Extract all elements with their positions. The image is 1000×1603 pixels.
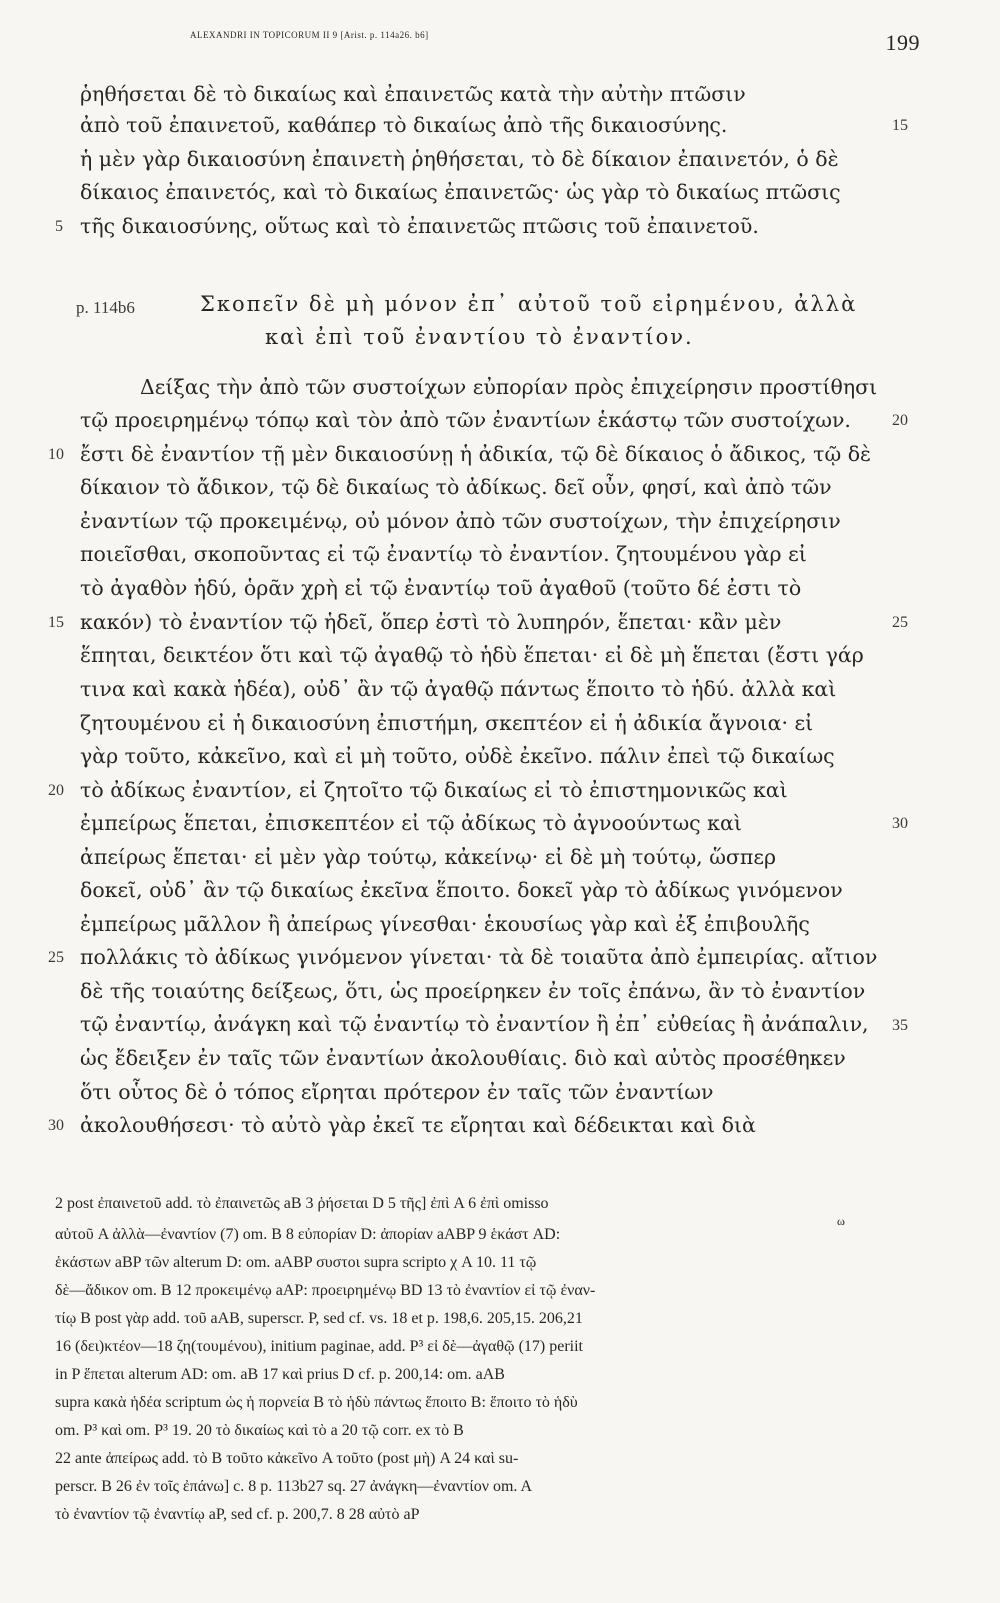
margin-number: 35: [892, 1017, 908, 1034]
text-line: τὸ ἀδίκως ἐναντίον, εἰ ζητοῖτο τῷ δικαίως εἰ τὸ ἐπιστημονικῶς καὶ: [80, 778, 788, 802]
text-line: ὡς ἔδειξεν ἐν ταῖς τῶν ἐναντίων ἀκολουθίαις. διὸ καὶ αὐτὸς προσέθηκεν: [80, 1046, 846, 1070]
margin-number: 15: [892, 117, 908, 134]
page-number: 199: [885, 30, 920, 55]
text-line: ἔστι δὲ ἐναντίον τῇ μὲν δικαιοσύνῃ ἡ ἀδικία, τῷ δὲ δίκαιος ὁ ἄδικος, τῷ δὲ: [80, 442, 872, 466]
lemma-reference: p. 114b6: [76, 298, 135, 317]
footnote-line: 22 ante ἀπείρως add. τὸ B τοῦτο κἀκεῖνο A τοῦτο (post μὴ) A 24 καὶ su-: [55, 1450, 519, 1467]
text-line: τὸ ἀγαθὸν ἡδύ, ὁρᾶν χρὴ εἰ τῷ ἐναντίῳ τοῦ ἀγαθοῦ (τοῦτο δέ ἐστι τὸ: [80, 576, 802, 600]
footnote-line: in P ἕπεται alterum AD: om. aB 17 καὶ prius D cf. p. 200,14: om. aAB: [55, 1366, 505, 1383]
line-number: 10: [48, 446, 64, 463]
text-line: ὅτι οὗτος δὲ ὁ τόπος εἴρηται πρότερον ἐν ταῖς τῶν ἐναντίων: [80, 1080, 714, 1104]
margin-number: 20: [892, 412, 908, 429]
text-line: τῷ ἐναντίῳ, ἀνάγκη καὶ τῷ ἐναντίῳ τὸ ἐναντίον ἢ ἐπ᾽ εὐθείας ἢ ἀνάπαλιν,: [80, 1012, 869, 1036]
text-line: ῥηθήσεται δὲ τὸ δικαίως καὶ ἐπαινετῶς κατὰ τὴν αὐτὴν πτῶσιν: [80, 82, 746, 106]
footnote-line: supra κακὰ ἡδέα scriptum ὡς ἡ πορνεία B τὸ ἡδὺ πάντως ἕποιτο B: ἕποιτο τὸ ἡδὺ: [55, 1394, 578, 1411]
footnote-line: ω: [837, 1214, 845, 1228]
margin-number: 30: [892, 815, 908, 832]
text-line: ἀπὸ τοῦ ἐπαινετοῦ, καθάπερ τὸ δικαίως ἀπὸ τῆς δικαιοσύνης.: [80, 113, 728, 137]
text-line: πολλάκις τὸ ἀδίκως γινόμενον γίνεται· τὰ δὲ τοιαῦτα ἀπὸ ἐμπειρίας. αἴτιον: [80, 945, 878, 969]
footnote-line: αὐτοῦ A ἀλλὰ—ἐναντίον (7) om. B 8 εὐπορίαν D: ἀπορίαν aABP 9 ἑκάστ AD:: [55, 1226, 561, 1243]
footnote-line: τὸ ἐναντίον τῷ ἐναντίῳ aP, sed cf. p. 200,7. 8 28 αὐτὸ aP: [55, 1506, 420, 1523]
footnote-line: om. P³ καὶ om. P³ 19. 20 τὸ δικαίως καὶ τὸ a 20 τῷ corr. ex τὸ B: [55, 1422, 464, 1439]
text-line: τῆς δικαιοσύνης, οὕτως καὶ τὸ ἐπαινετῶς πτῶσις τοῦ ἐπαινετοῦ.: [80, 214, 759, 238]
footnote-line: 16 (δει)κτέον—18 ζη(τουμένου), initium paginae, add. P³ εἰ δὲ—ἀγαθῷ (17) periit: [55, 1338, 583, 1355]
text-line: γὰρ τοῦτο, κἀκεῖνο, καὶ εἰ μὴ τοῦτο, οὐδὲ ἐκεῖνο. πάλιν ἐπεὶ τῷ δικαίως: [80, 744, 835, 768]
running-title: ALEXANDRI IN TOPICORUM II 9 [Arist. p. 114a26. b6]: [190, 30, 429, 40]
lemma-line: καὶ ἐπὶ τοῦ ἐναντίου τὸ ἐναντίον.: [265, 325, 694, 349]
text-line: τῷ προειρημένῳ τόπῳ καὶ τὸν ἀπὸ τῶν ἐναντίων ἑκάστῳ τῶν συστοίχων.: [80, 408, 851, 432]
line-number: 25: [48, 949, 64, 966]
text-line: ζητουμένου εἰ ἡ δικαιοσύνη ἐπιστήμη, σκεπτέον εἰ ἡ ἀδικία ἄγνοια· εἰ: [80, 711, 814, 735]
text-line: ἡ μὲν γὰρ δικαιοσύνη ἐπαινετὴ ῥηθήσεται, τὸ δὲ δίκαιον ἐπαινετόν, ὁ δὲ: [80, 147, 839, 171]
footnote-line: perscr. B 26 ἐν τοῖς ἐπάνω] c. 8 p. 113b27 sq. 27 ἀνάγκη—ἐναντίον om. A: [55, 1478, 533, 1495]
text-line: ἀπείρως ἕπεται· εἰ μὲν γὰρ τούτῳ, κἀκείνῳ· εἰ δὲ μὴ τούτῳ, ὥσπερ: [80, 845, 777, 869]
line-number: 30: [48, 1117, 64, 1134]
margin-number: 25: [892, 614, 908, 631]
text-line: ποιεῖσθαι, σκοποῦντας εἰ τῷ ἐναντίῳ τὸ ἐναντίον. ζητουμένου γὰρ εἰ: [80, 542, 807, 566]
text-line: ἀκολουθήσεσι· τὸ αὐτὸ γὰρ ἐκεῖ τε εἴρηται καὶ δέδεικται καὶ διὰ: [80, 1113, 756, 1137]
text-line: ἐμπείρως μᾶλλον ἢ ἀπείρως γίνεσθαι· ἑκουσίως γὰρ καὶ ἐξ ἐπιβουλῆς: [80, 912, 810, 936]
text-line: Δείξας τὴν ἀπὸ τῶν συστοίχων εὐπορίαν πρὸς ἐπιχείρησιν προστίθησι: [140, 375, 878, 399]
text-line: δὲ τῆς τοιαύτης δείξεως, ὅτι, ὡς προείρηκεν ἐν τοῖς ἐπάνω, ἂν τὸ ἐναντίον: [80, 979, 866, 1003]
text-line: δίκαιον τὸ ἄδικον, τῷ δὲ δικαίως τὸ ἀδίκως. δεῖ οὖν, φησί, καὶ ἀπὸ τῶν: [80, 475, 832, 499]
running-header: [190, 30, 920, 64]
text-line: ἕπηται, δεικτέον ὅτι καὶ τῷ ἀγαθῷ τὸ ἡδὺ ἕπεται· εἰ δὲ μὴ ἕπεται (ἔστι γάρ: [80, 643, 864, 667]
line-number: 20: [48, 782, 64, 799]
footnote-line: ἑκάστων aBP τῶν alterum D: om. aABP συστοι supra scripto χ A 10. 11 τῷ: [55, 1254, 537, 1271]
text-line: ἐναντίων τῷ προκειμένῳ, οὐ μόνον ἀπὸ τῶν συστοίχων, τὴν ἐπιχείρησιν: [80, 509, 841, 533]
text-line: τινα καὶ κακὰ ἡδέα), οὐδ᾽ ἂν τῷ ἀγαθῷ πάντως ἕποιτο τὸ ἡδύ. ἀλλὰ καὶ: [80, 677, 837, 701]
line-number: 5: [55, 218, 63, 235]
footnote-line: τίῳ B post γὰρ add. τοῦ aAB, superscr. P, sed cf. vs. 18 et p. 198,6. 205,15. 206,21: [55, 1310, 583, 1327]
line-number: 15: [48, 614, 64, 631]
lemma-line: Σκοπεῖν δὲ μὴ μόνον ἐπ᾽ αὐτοῦ τοῦ εἰρημένου, ἀλλὰ: [200, 292, 858, 316]
text-line: δίκαιος ἐπαινετός, καὶ τὸ δικαίως ἐπαινετῶς· ὡς γὰρ τὸ δικαίως πτῶσις: [80, 180, 841, 204]
text-line: ἐμπείρως ἕπεται, ἐπισκεπτέον εἰ τῷ ἀδίκως τὸ ἀγνοούντως καὶ: [80, 811, 742, 835]
text-line: δοκεῖ, οὐδ᾽ ἂν τῷ δικαίως ἐκεῖνα ἕποιτο. δοκεῖ γὰρ τὸ ἀδίκως γινόμενον: [80, 878, 843, 902]
text-line: κακόν) τὸ ἐναντίον τῷ ἡδεῖ, ὅπερ ἐστὶ τὸ λυπηρόν, ἕπεται· κἂν μὲν: [80, 610, 782, 634]
footnote-line: 2 post ἐπαινετοῦ add. τὸ ἐπαινετῶς aB 3 ῥήσεται D 5 τῆς] ἐπὶ A 6 ἐπὶ omisso: [55, 1195, 549, 1212]
footnote-line: δὲ—ἄδικον om. B 12 προκειμένῳ aAP: προειρημένῳ BD 13 τὸ ἐναντίον εἰ τῷ ἐναν-: [55, 1282, 596, 1299]
